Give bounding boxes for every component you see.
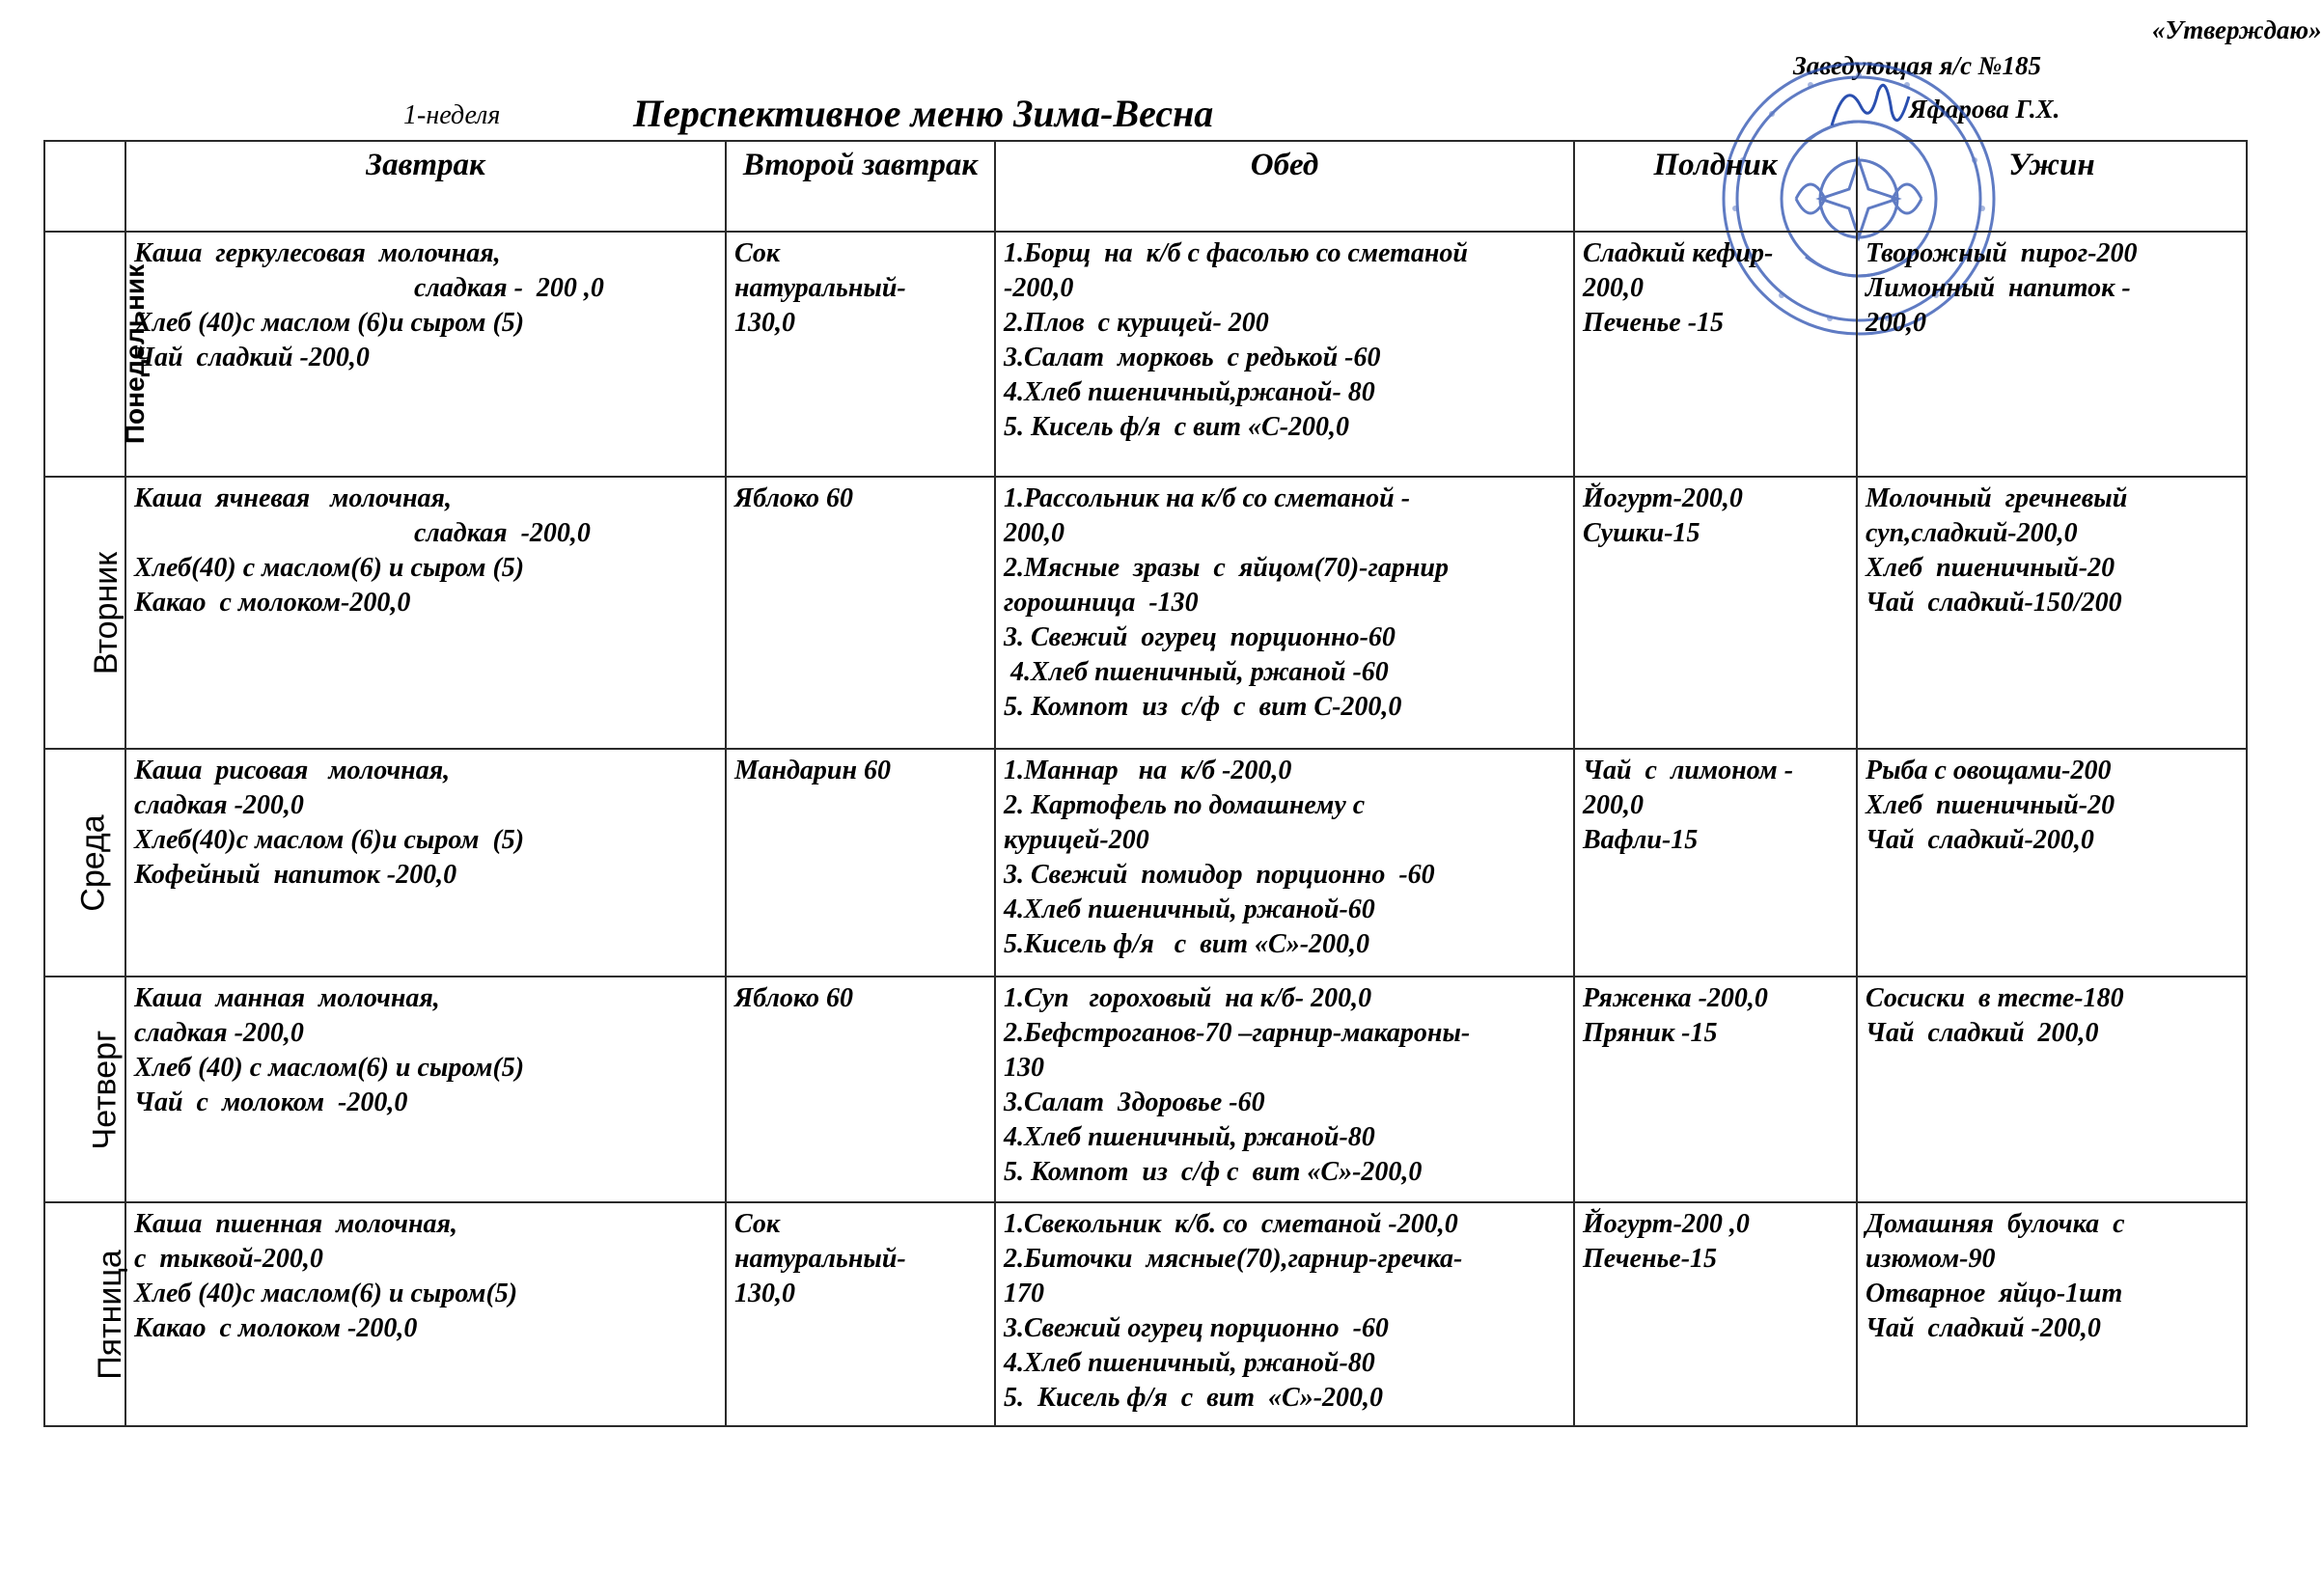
meal-cell-breakfast — [125, 232, 726, 477]
approval-line-1: «Утверждаю» — [2152, 15, 2322, 44]
menu-line: Сладкий кефир- — [1583, 238, 1774, 268]
menu-line: Каша ячневая молочная, — [134, 483, 452, 513]
menu-line: Каша манная молочная, — [134, 983, 440, 1013]
menu-line: 200,0 — [1583, 790, 1644, 820]
menu-line: Печенье-15 — [1583, 1244, 1718, 1274]
menu-line: натуральный- — [734, 273, 906, 303]
menu-line: Лимонный напиток - — [1866, 273, 2131, 303]
menu-line: курицей-200 — [1004, 825, 1149, 855]
menu-line: сладкая -200,0 — [134, 1018, 304, 1048]
menu-line: 130,0 — [734, 1279, 795, 1308]
menu-line: Хлеб (40)с маслом (6)и сыром (5) — [134, 308, 525, 338]
table-row — [44, 749, 2247, 977]
menu-line: Пряник -15 — [1583, 1018, 1718, 1048]
week-label: 1-неделя — [403, 100, 501, 130]
meal-cell-dinner — [1857, 749, 2247, 977]
menu-line: Чай сладкий -200,0 — [134, 343, 370, 372]
table-header-row — [44, 141, 2247, 232]
menu-line: 170 — [1004, 1279, 1044, 1308]
meal-cell-breakfast — [125, 477, 726, 749]
meal-cell-lunch — [995, 1202, 1574, 1426]
menu-line: Чай сладкий -200,0 — [1866, 1313, 2101, 1343]
menu-line: Каша рисовая молочная, — [134, 756, 451, 785]
menu-line: Молочный гречневый — [1866, 483, 2128, 513]
menu-line: горошница -130 — [1004, 588, 1199, 618]
meal-cell-snack — [1574, 749, 1857, 977]
menu-line: 4.Хлеб пшеничный, ржаной-60 — [1004, 894, 1375, 924]
menu-line: Яблоко 60 — [734, 483, 854, 513]
menu-line: Каша пшенная молочная, — [134, 1209, 457, 1239]
table-row — [44, 1202, 2247, 1426]
menu-line: Печенье -15 — [1583, 308, 1725, 338]
meal-cell-breakfast — [125, 1202, 726, 1426]
meal-cell-lunch — [995, 477, 1574, 749]
menu-line: Отварное яйцо-1шт — [1866, 1279, 2123, 1308]
menu-line: с тыквой-200,0 — [134, 1244, 323, 1274]
menu-line: 1.Рассольник на к/б со сметаной - — [1004, 483, 1411, 513]
day-label: Четверг — [86, 1030, 124, 1149]
menu-line: натуральный- — [734, 1244, 906, 1274]
meal-cell-dinner — [1857, 477, 2247, 749]
page-title: Перспективное меню Зима-Весна — [633, 92, 1214, 135]
menu-line: 130,0 — [734, 308, 795, 338]
menu-line: 2. Картофель по домашнему с — [1004, 790, 1366, 820]
menu-line: 5.Кисель ф/я с вит «С»-200,0 — [1004, 929, 1370, 959]
menu-line: сладкая -200,0 — [134, 790, 304, 820]
menu-line: 5. Кисель ф/я с вит «С-200,0 — [1004, 412, 1350, 442]
menu-line: 200,0 — [1004, 518, 1064, 548]
column-header: Обед — [995, 141, 1574, 232]
meal-cell-snack — [1574, 477, 1857, 749]
menu-line: 2.Мясные зразы с яйцом(70)-гарнир — [1004, 553, 1449, 583]
day-cell — [44, 749, 125, 977]
menu-line: Домашняя булочка с — [1866, 1209, 2125, 1239]
menu-line: Кофейный напиток -200,0 — [134, 860, 457, 890]
header-day-corner — [44, 141, 125, 232]
day-cell — [44, 977, 125, 1202]
menu-line: Йогурт-200 ,0 — [1583, 1209, 1750, 1239]
meal-cell-second-breakfast — [726, 1202, 995, 1426]
menu-line: Чай сладкий-200,0 — [1866, 825, 2094, 855]
meal-cell-lunch — [995, 749, 1574, 977]
menu-line: 2.Плов с курицей- 200 — [1004, 308, 1269, 338]
menu-line: изюмом-90 — [1866, 1244, 1996, 1274]
menu-line: 4.Хлеб пшеничный,ржаной- 80 — [1004, 377, 1375, 407]
day-label: Среда — [74, 813, 112, 912]
menu-line: Яблоко 60 — [734, 983, 854, 1013]
menu-line: сладкая -200,0 — [414, 518, 591, 548]
approval-line-3: Яфарова Г.Х. — [1909, 95, 2060, 124]
menu-line: Хлеб пшеничный-20 — [1866, 790, 2115, 820]
menu-line: 200,0 — [1866, 308, 1926, 338]
meal-cell-second-breakfast — [726, 749, 995, 977]
meal-cell-dinner — [1857, 232, 2247, 477]
meal-cell-second-breakfast — [726, 977, 995, 1202]
menu-line: Хлеб(40)с маслом (6)и сыром (5) — [134, 825, 525, 855]
menu-line: 3.Салат Здоровье -60 — [1004, 1087, 1265, 1117]
menu-line: 1.Суп гороховый на к/б- 200,0 — [1004, 983, 1372, 1013]
day-label: Вторник — [88, 551, 125, 674]
meal-cell-dinner — [1857, 977, 2247, 1202]
menu-line: Хлеб (40) с маслом(6) и сыром(5) — [134, 1053, 525, 1083]
menu-line: 2.Биточки мясные(70),гарнир-гречка- — [1004, 1244, 1463, 1274]
table-row — [44, 977, 2247, 1202]
menu-line: -200,0 — [1004, 273, 1074, 303]
menu-line: Творожный пирог-200 — [1866, 238, 2138, 268]
day-cell — [44, 232, 151, 477]
menu-line: 4.Хлеб пшеничный, ржаной-80 — [1004, 1348, 1375, 1378]
column-header: Полдник — [1574, 141, 1857, 232]
meal-cell-second-breakfast — [726, 477, 995, 749]
menu-line: Хлеб пшеничный-20 — [1866, 553, 2115, 583]
menu-line: 1.Борщ на к/б с фасолью со сметаной — [1004, 238, 1469, 268]
menu-line: Рыба с овощами-200 — [1866, 756, 2112, 785]
meal-cell-lunch — [995, 977, 1574, 1202]
menu-line: Какао с молоком-200,0 — [134, 588, 411, 618]
table-row — [44, 477, 2247, 749]
menu-line: Сок — [734, 1209, 781, 1239]
day-cell — [44, 477, 125, 749]
day-label: Понедельник — [120, 263, 151, 445]
meal-cell-second-breakfast — [726, 232, 995, 477]
menu-line: Сосиски в тесте-180 — [1866, 983, 2124, 1013]
menu-line: Сушки-15 — [1583, 518, 1700, 548]
menu-line: сладкая - 200 ,0 — [414, 273, 604, 303]
column-header: Ужин — [1857, 141, 2247, 232]
menu-table — [43, 140, 2248, 1427]
approval-line-2: Заведующая я/с №185 — [1793, 51, 2042, 80]
menu-line: 4.Хлеб пшеничный, ржаной -60 — [1004, 657, 1389, 687]
menu-line: Чай с лимоном - — [1583, 756, 1794, 785]
menu-line: Чай с молоком -200,0 — [134, 1087, 408, 1117]
menu-line: Какао с молоком -200,0 — [134, 1313, 418, 1343]
menu-line: 3. Свежий огурец порционно-60 — [1004, 622, 1396, 652]
menu-line: 2.Бефстроганов-70 –гарнир-макароны- — [1004, 1018, 1471, 1048]
menu-line: 3. Свежий помидор порционно -60 — [1004, 860, 1435, 890]
menu-line: Сок — [734, 238, 781, 268]
menu-line: Хлеб(40) с маслом(6) и сыром (5) — [134, 553, 525, 583]
menu-line: Мандарин 60 — [734, 756, 892, 785]
day-cell — [44, 1202, 128, 1426]
menu-line: 5. Компот из с/ф с вит «С»-200,0 — [1004, 1157, 1423, 1187]
column-header: Завтрак — [125, 141, 726, 232]
day-label: Пятница — [91, 1249, 128, 1380]
menu-line: 200,0 — [1583, 273, 1644, 303]
menu-line: 5. Кисель ф/я с вит «С»-200,0 — [1004, 1383, 1384, 1413]
menu-line: Чай сладкий-150/200 — [1866, 588, 2122, 618]
table-row — [44, 232, 2247, 477]
meal-cell-lunch — [995, 232, 1574, 477]
menu-line: Хлеб (40)с маслом(6) и сыром(5) — [134, 1279, 518, 1308]
meal-cell-snack — [1574, 977, 1857, 1202]
menu-line: Вафли-15 — [1583, 825, 1699, 855]
menu-line: 4.Хлеб пшеничный, ржаной-80 — [1004, 1122, 1375, 1152]
menu-line: 3.Салат морковь с редькой -60 — [1004, 343, 1381, 372]
menu-line: 3.Свежий огурец порционно -60 — [1004, 1313, 1389, 1343]
meal-cell-breakfast — [125, 749, 726, 977]
meal-cell-dinner — [1857, 1202, 2247, 1426]
menu-line: суп,сладкий-200,0 — [1866, 518, 2078, 548]
menu-line: Ряженка -200,0 — [1583, 983, 1768, 1013]
meal-cell-snack — [1574, 232, 1857, 477]
menu-line: Йогурт-200,0 — [1583, 483, 1743, 513]
menu-line: 130 — [1004, 1053, 1044, 1083]
menu-line: 1.Свекольник к/б. со сметаной -200,0 — [1004, 1209, 1458, 1239]
menu-line: Чай сладкий 200,0 — [1866, 1018, 2099, 1048]
meal-cell-snack — [1574, 1202, 1857, 1426]
menu-line: Каша геркулесовая молочная, — [134, 238, 501, 268]
column-header: Второй завтрак — [726, 141, 995, 232]
meal-cell-breakfast — [125, 977, 726, 1202]
menu-line: 1.Маннар на к/б -200,0 — [1004, 756, 1292, 785]
menu-line: 5. Компот из с/ф с вит С-200,0 — [1004, 692, 1402, 722]
